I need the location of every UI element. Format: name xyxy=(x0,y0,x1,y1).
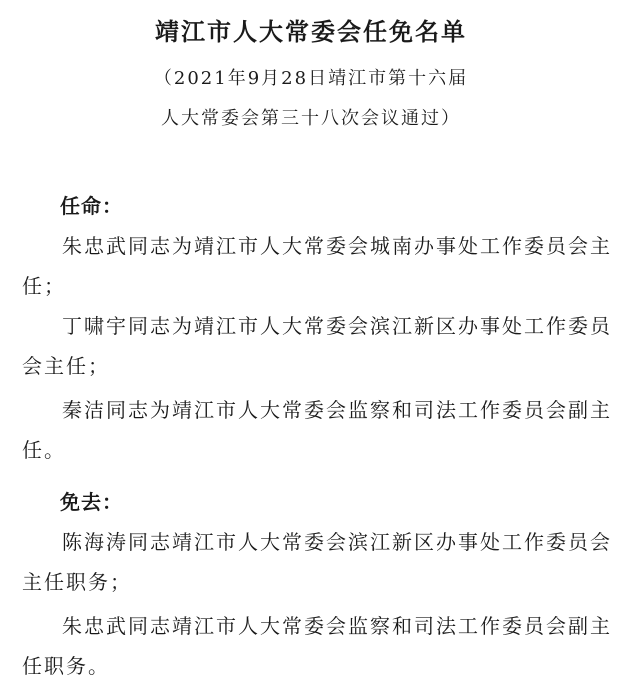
document-subtitle-line1: （2021年9月28日靖江市第十六届 xyxy=(153,68,469,89)
removal-item: 陈海涛同志靖江市人大常委会滨江新区办事处工作委员会主任职务； xyxy=(22,530,612,594)
document-subtitle-line2: 人大常委会第三十八次会议通过） xyxy=(161,108,461,129)
appointment-heading: 任命： xyxy=(60,194,123,218)
appointment-item: 朱忠武同志为靖江市人大常委会城南办事处工作委员会主任； xyxy=(22,234,612,298)
removal-heading: 免去： xyxy=(60,490,123,514)
document-title: 靖江市人大常委会任免名单 xyxy=(155,18,467,46)
removal-item: 朱忠武同志靖江市人大常委会监察和司法工作委员会副主任职务。 xyxy=(22,614,612,678)
appointment-item: 秦洁同志为靖江市人大常委会监察和司法工作委员会副主任。 xyxy=(22,398,612,462)
appointment-item: 丁啸宇同志为靖江市人大常委会滨江新区办事处工作委员会主任； xyxy=(22,314,612,378)
